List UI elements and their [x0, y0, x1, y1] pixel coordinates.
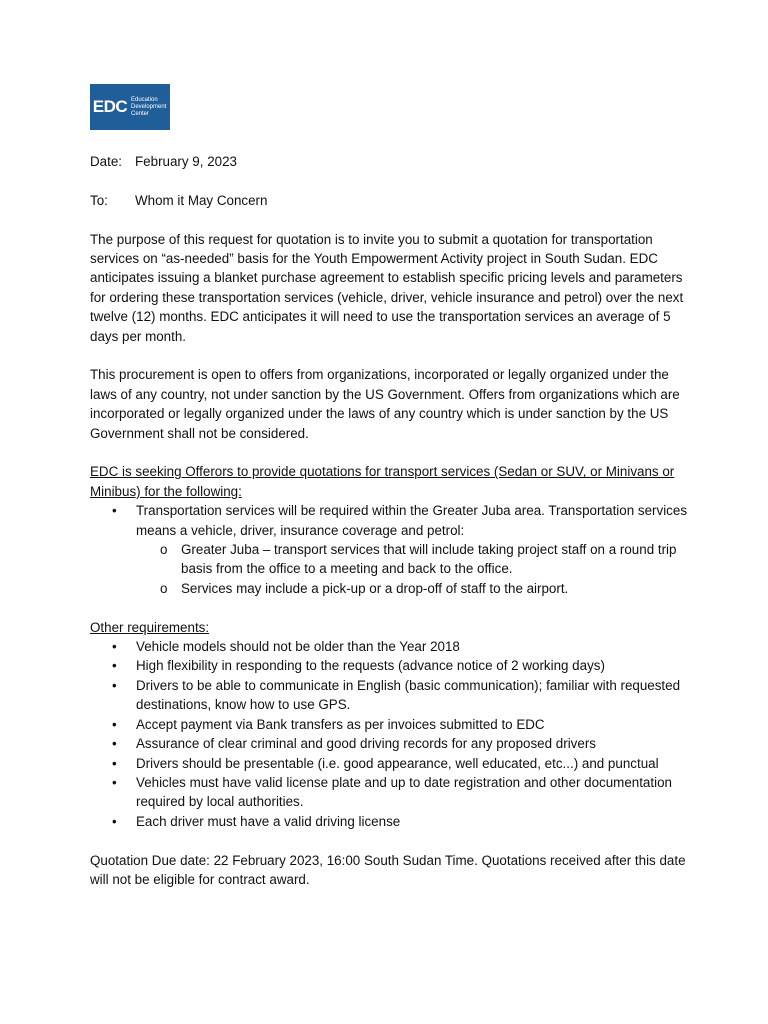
list-item — [90, 656, 690, 675]
list-item-text: Transportation services will be required within the Greater Juba area. Transportation services means a vehicle, driver, insurance coverage and petrol: — [136, 503, 688, 538]
logo-line-2: Development — [131, 103, 167, 110]
letter-body — [90, 152, 690, 889]
list-item — [90, 812, 690, 831]
list-item — [90, 676, 690, 715]
bullet-mark: • — [112, 755, 117, 771]
list-item — [90, 715, 690, 734]
sub-bullet-mark: o — [160, 580, 168, 596]
logo-line-1: Education — [131, 96, 158, 103]
list-item-text: Assurance of clear criminal and good driving records for any proposed drivers — [136, 736, 596, 752]
list-item-text: High flexibility in responding to the requests (advance notice of 2 working days) — [136, 658, 605, 674]
sub-bullet-mark: o — [160, 542, 168, 558]
other-requirements-heading: Other requirements: — [90, 619, 210, 635]
due-date-paragraph: Quotation Due date: 22 February 2023, 16:00 South Sudan Time. Quotations received after this date will not be eligible for contract award. — [90, 852, 686, 887]
date-label: Date: — [90, 154, 123, 169]
logo-wordmark — [130, 84, 170, 130]
requirements-list — [90, 637, 690, 831]
logo-line-3: Center — [131, 110, 150, 117]
list-item — [90, 734, 690, 753]
logo-mark: EDC — [90, 84, 130, 130]
bullet-mark: • — [112, 736, 117, 752]
list-item-text: Drivers should be presentable (i.e. good appearance, well educated, etc...) and punctual — [136, 755, 659, 771]
list-item-text: Each driver must have a valid driving license — [136, 813, 401, 829]
to-row — [90, 191, 690, 210]
seeking-heading: EDC is seeking Offerors to provide quotations for transport services (Sedan or SUV, or Minivans or Minibus) for the following: — [90, 464, 675, 499]
to-label: To: — [90, 192, 108, 208]
list-item — [90, 501, 690, 540]
date-row — [90, 152, 690, 171]
list-item-text: Vehicles must have valid license plate and up to date registration and other documentation required by local authorities. — [136, 774, 672, 810]
bullet-mark: • — [112, 716, 117, 732]
bullet-mark: • — [112, 658, 117, 674]
seeking-list — [90, 501, 690, 598]
to-value: Whom it May Concern — [135, 192, 268, 208]
sub-list-item — [90, 540, 690, 579]
date-value: February 9, 2023 — [135, 154, 237, 169]
bullet-mark: • — [112, 503, 117, 519]
list-item-text: Drivers to be able to communicate in English (basic communication); familiar with requested destinations, know how to use GPS. — [136, 677, 681, 713]
sub-list-item — [90, 579, 690, 598]
sub-list-item-text: Services may include a pick-up or a drop-off of staff to the airport. — [181, 580, 569, 596]
bullet-mark: • — [112, 813, 117, 829]
purpose-paragraph: The purpose of this request for quotation is to invite you to submit a quotation for transportation services on “as-needed” basis for the Youth Empowerment Activity project in South Sudan. EDC anticipates issuing a blanket purchase agreement to establish specific pricing levels and parameters for ordering these transportation services (vehicle, driver, vehicle insurance and petrol) over the next twelve (12) months. EDC anticipates it will need to use the transportation services an average of 5 days per month. — [90, 231, 684, 344]
list-item-text: Accept payment via Bank transfers as per invoices submitted to EDC — [136, 716, 545, 732]
edc-logo — [90, 84, 170, 130]
list-item — [90, 637, 690, 656]
list-item — [90, 773, 690, 812]
list-item — [90, 754, 690, 773]
bullet-mark: • — [112, 677, 117, 693]
eligibility-paragraph: This procurement is open to offers from organizations, incorporated or legally organized under the laws of any country, not under sanction by the US Government. Offers from organizations which are incorporated or legally organized under the laws of any country which is under sanction by the US Government shall not be considered. — [90, 367, 680, 441]
sub-list-item-text: Greater Juba – transport services that will include taking project staff on a round trip basis from the office to a meeting and back to the office. — [181, 542, 677, 577]
bullet-mark: • — [112, 774, 117, 790]
bullet-mark: • — [112, 639, 117, 655]
list-item-text: Vehicle models should not be older than the Year 2018 — [136, 639, 460, 655]
